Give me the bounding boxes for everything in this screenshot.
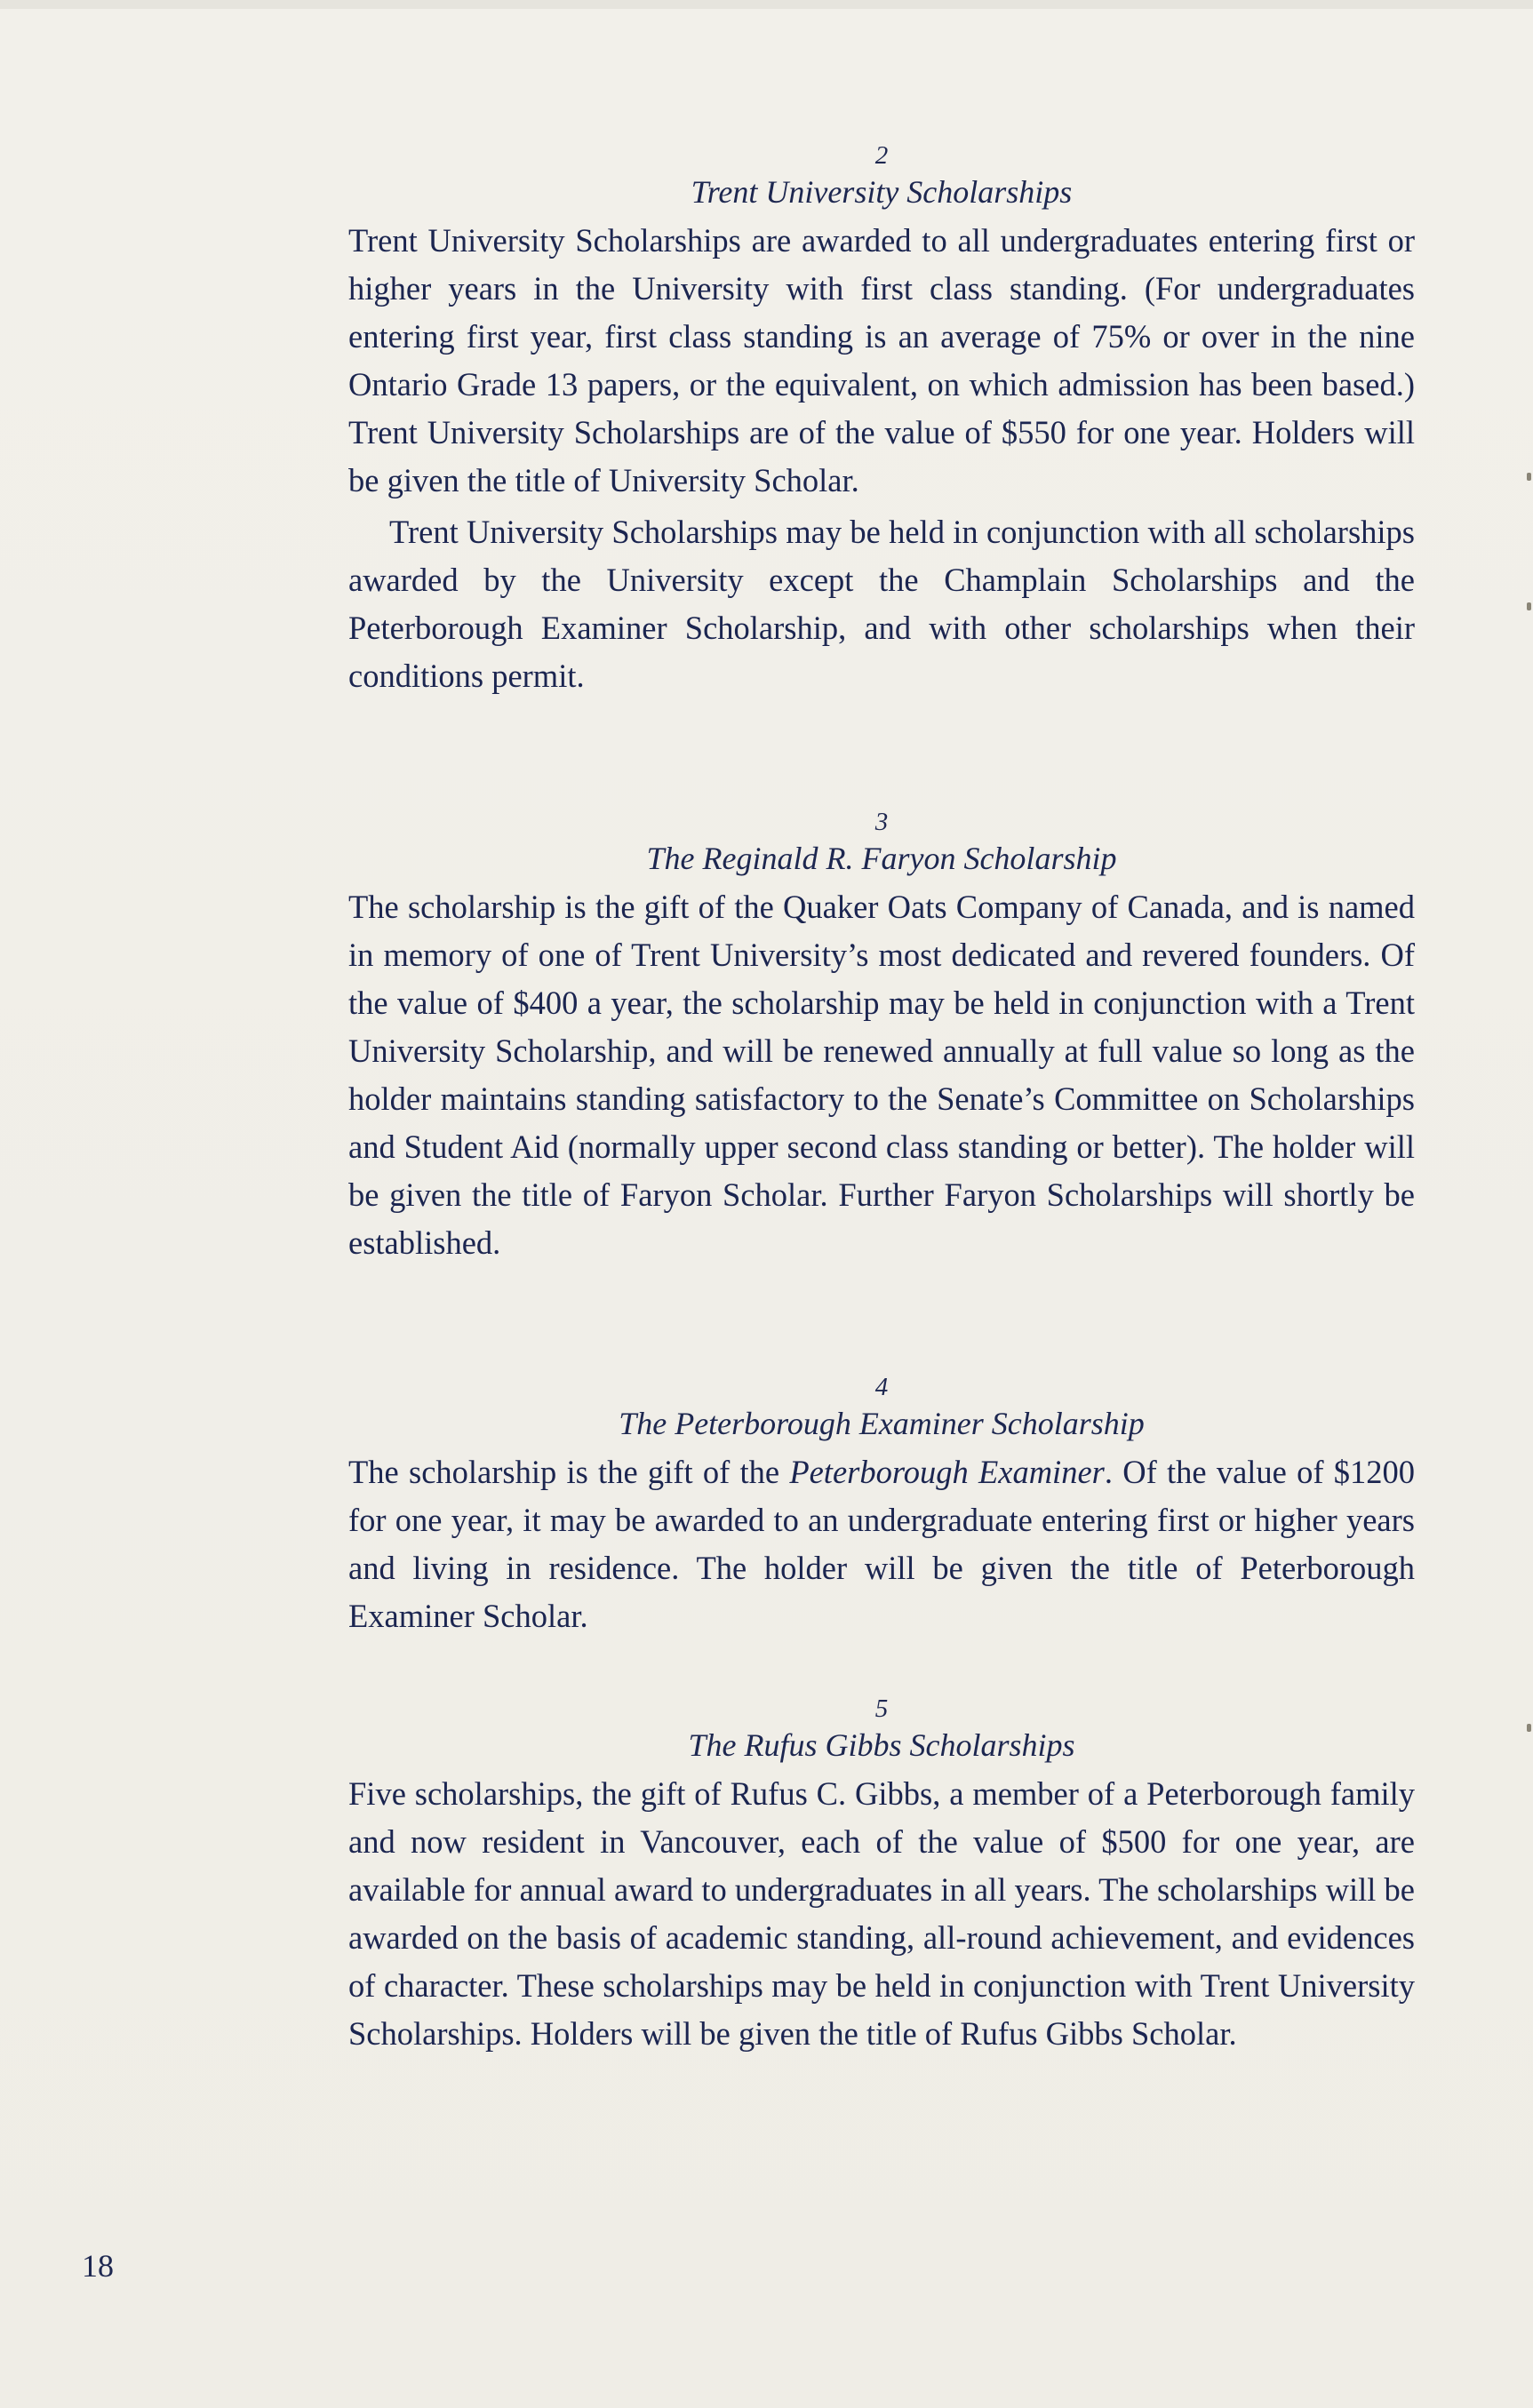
paragraph: Trent University Scholarships are awarded to all undergraduates entering first or higher years in the University with first class standing. (For undergraduates entering first year, first class standing is an average of 75% or over in the nine Ontario Grade 13 papers, or the equivalent, on which admission has been based.) Trent University Scholarships are of the value of $550 for one year. Holders will be given the title of University Scholar. xyxy=(348,222,1415,498)
page-edge-mark xyxy=(1527,473,1531,481)
newspaper-title: Peterborough Examiner xyxy=(789,1454,1105,1490)
section-peterborough-examiner-scholarship xyxy=(348,1372,1415,1640)
section-faryon-scholarship xyxy=(348,807,1415,1267)
page-edge-mark xyxy=(1527,602,1531,610)
section-trent-university-scholarships xyxy=(348,140,1415,700)
paragraph: Trent University Scholarships may be held in conjunction with all scholarships awarded by the University except the Champlain Scholarships and the Peterborough Examiner Scholarship, and with other scholarships when their conditions permit. xyxy=(348,514,1415,694)
section-heading: Trent University Scholarships xyxy=(691,174,1073,210)
section-heading: The Rufus Gibbs Scholarships xyxy=(688,1727,1075,1763)
paragraph-text: . Of the value of $1200 for one year, it may be awarded to an undergraduate entering first or higher years and living in residence. The holder will be given the title of Peterborough Examiner Scholar. xyxy=(348,1454,1415,1634)
section-heading: The Peterborough Examiner Scholarship xyxy=(619,1406,1145,1441)
page-edge-mark xyxy=(1527,1724,1531,1732)
section-number: 2 xyxy=(874,141,889,170)
section-number: 4 xyxy=(874,1373,889,1401)
paragraph-text: The scholarship is the gift of the xyxy=(348,1454,790,1490)
section-rufus-gibbs-scholarships xyxy=(348,1694,1415,2058)
paragraph: The scholarship is the gift of the Quaker Oats Company of Canada, and is named in memory of one of Trent University’s most dedicated and revered founders. Of the value of $400 a year, the scholarship may be held in conjunction with a Trent University Scholarship, and will be renewed annually at full value so long as the holder maintains standing satisfactory to the Senate’s Committee on Scholarships and Student Aid (normally upper second class standing or better). The holder will be given the title of Faryon Scholar. Further Faryon Scholarships will shortly be established. xyxy=(348,889,1415,1261)
page-top-edge xyxy=(0,0,1533,9)
section-number: 5 xyxy=(874,1694,889,1723)
paragraph xyxy=(348,1448,1415,1640)
page-number: 18 xyxy=(82,2248,114,2284)
section-number: 3 xyxy=(874,808,889,836)
section-heading: The Reginald R. Faryon Scholarship xyxy=(646,841,1117,876)
paragraph: Five scholarships, the gift of Rufus C. Gibbs, a member of a Peterborough family and now resident in Vancouver, each of the value of $500 for one year, are available for annual award to undergraduates in all years. The scholarships will be awarded on the basis of academic standing, all-round achievement, and evidences of character. These scholarships may be held in conjunction with Trent University Scholarships. Holders will be given the title of Rufus Gibbs Scholar. xyxy=(348,1775,1415,2052)
